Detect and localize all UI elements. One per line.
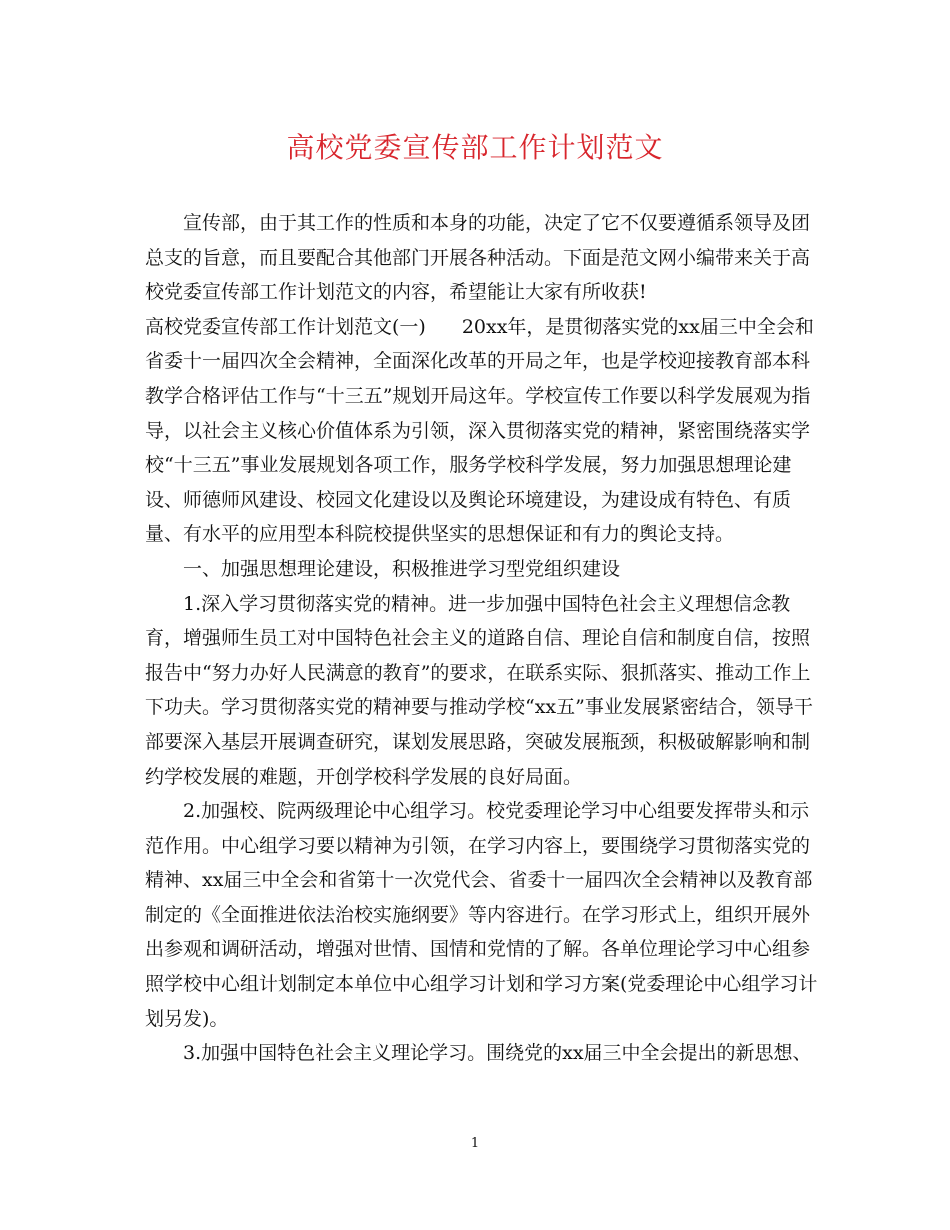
- page-number: 1: [470, 1136, 480, 1151]
- section-heading: 高校党委宣传部工作计划范文(一): [145, 315, 426, 338]
- text-line: 教学合格评估工作与“十三五”规划开局这年。学校宣传工作要以科学发展观为指: [145, 384, 811, 407]
- text-line: 部要深入基层开展调查研究，谋划发展思路，突破发展瓶颈，积极破解影响和制: [145, 730, 811, 753]
- text-line: 量、有水平的应用型本科院校提供坚实的思想保证和有力的舆论支持。: [145, 523, 735, 546]
- text-line-with-heading: [145, 310, 815, 345]
- text-line: 省委十一届四次全会精神，全面深化改革的开局之年，也是学校迎接教育部本科: [145, 350, 811, 373]
- text-line: 育，增强师生员工对中国特色社会主义的道路自信、理论自信和制度自信，按照: [145, 627, 811, 650]
- text-line: 照学校中心组计划制定本单位中心组学习计划和学习方案(党委理论中心组学习计: [145, 973, 818, 996]
- document-body: [145, 206, 818, 1071]
- text-line: 出参观和调研活动，增强对世情、国情和党情的了解。各单位理论学习中心组参: [145, 938, 811, 961]
- text-line: 范作用。中心组学习要以精神为引领，在学习内容上，要围绕学习贯彻落实党的: [145, 834, 811, 857]
- text-line: 精神、xx届三中全会和省第十一次党代会、省委十一届四次全会精神以及教育部: [145, 869, 813, 892]
- text-line: 报告中“努力办好人民满意的教育”的要求，在联系实际、狠抓落实、推动工作上: [145, 661, 811, 684]
- text-line: 校“十三五”事业发展规划各项工作，服务学校科学发展，努力加强思想理论建: [145, 454, 792, 477]
- text-line: 1.深入学习贯彻落实党的精神。进一步加强中国特色社会主义理想信念教: [183, 592, 791, 615]
- subheading-line: 一、加强思想理论建设，积极推进学习型党组织建设: [183, 557, 621, 580]
- text-line: 划另发)。: [145, 1007, 229, 1030]
- text-line: 3.加强中国特色社会主义理论学习。围绕党的xx届三中全会提出的新思想、: [183, 1042, 812, 1065]
- text-line: 宣传部，由于其工作的性质和本身的功能，决定了它不仅要遵循系领导及团: [183, 212, 811, 234]
- text-line: 设、师德师风建设、校园文化建设以及舆论环境建设，为建设成有特色、有质: [145, 488, 792, 511]
- text-line: 2.加强校、院两级理论中心组学习。校党委理论学习中心组要发挥带头和示: [183, 800, 810, 823]
- text-line: 导，以社会主义核心价值体系为引领，深入贯彻落实党的精神，紧密围绕落实学: [145, 419, 811, 442]
- text-line: 下功夫。学习贯彻落实党的精神要与推动学校“xx五”事业发展紧密结合，领导干: [145, 696, 813, 719]
- text-line: 制定的《全面推进依法治校实施纲要》等内容进行。在学习形式上，组织开展外: [145, 903, 811, 926]
- text-line: 校党委宣传部工作计划范文的内容，希望能让大家有所收获!: [145, 281, 647, 304]
- text-line: 约学校发展的难题，开创学校科学发展的良好局面。: [145, 765, 583, 788]
- document-title: 高校党委宣传部工作计划范文: [286, 131, 664, 164]
- text-line: 总支的旨意，而且要配合其他部门开展各种活动。下面是范文网小编带来关于高: [145, 246, 811, 269]
- paragraph-text: 20xx年，是贯彻落实党的xx届三中全会和: [461, 315, 814, 338]
